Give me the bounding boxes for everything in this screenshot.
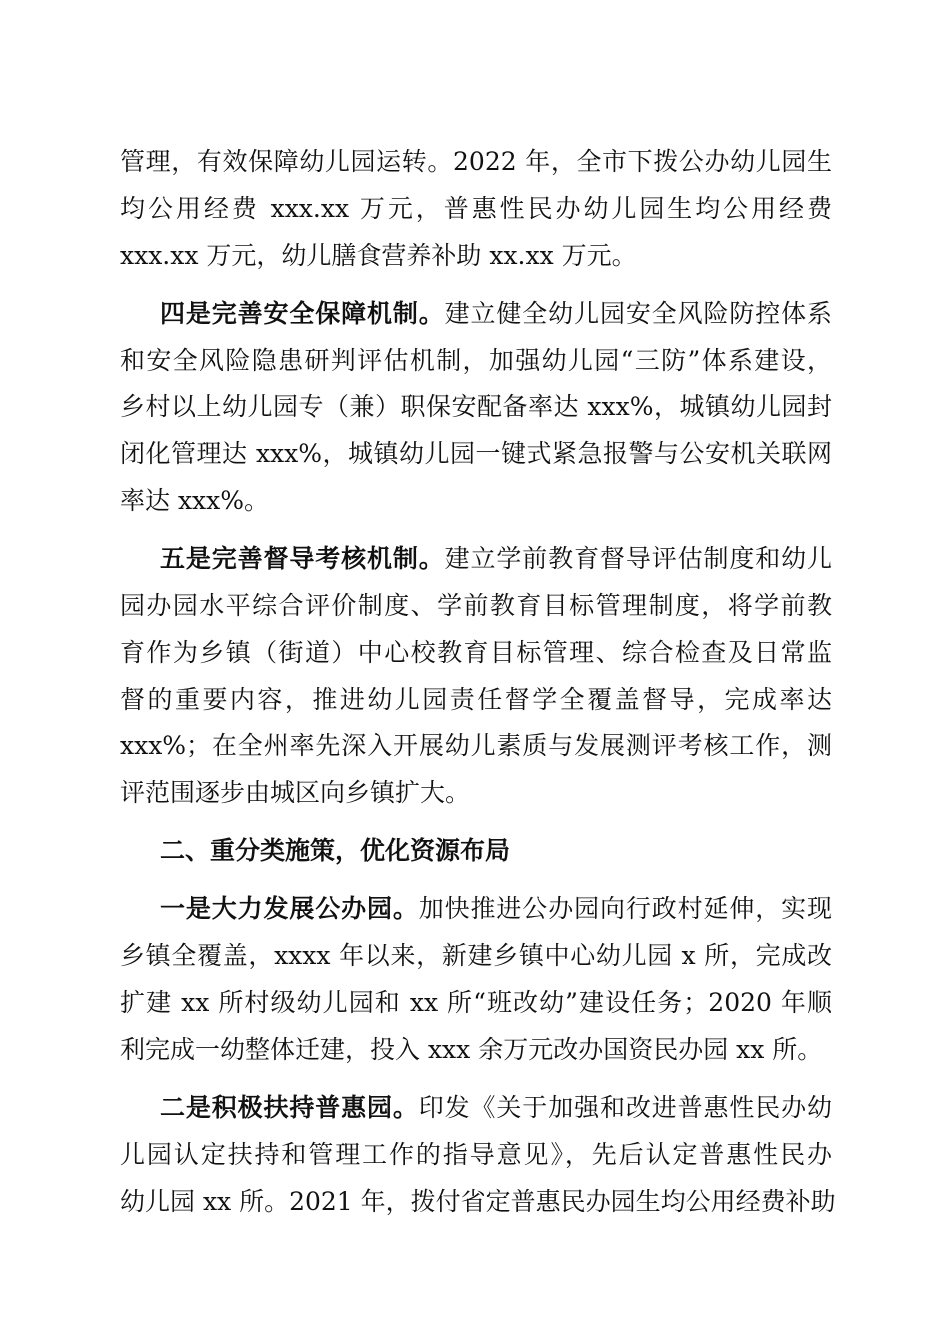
paragraph-lead: 五是完善督导考核机制。 [160, 544, 445, 573]
body-line: 和安全风险隐患研判评估机制，加强幼儿园“三防”体系建设， [120, 346, 832, 375]
body-line: 乡村以上幼儿园专（兼）职保安配备率达 xxx%，城镇幼儿园封 [120, 392, 832, 421]
paragraph-lead: 一是大力发展公办园。 [160, 894, 419, 923]
body-line: 闭化管理达 xxx%，城镇幼儿园一键式紧急报警与公安机关联网 [120, 439, 832, 468]
body-line: 评范围逐步由城区向乡镇扩大。 [120, 778, 471, 807]
body-line: 督的重要内容，推进幼儿园责任督学全覆盖督导，完成率达 [120, 685, 832, 714]
body-line: xxx.xx 万元，幼儿膳食营养补助 xx.xx 万元。 [120, 241, 637, 270]
paragraph-lead-line: 一是大力发展公办园。加快推进公办园向行政村延伸，实现 [160, 894, 832, 923]
paragraph-lead-line: 五是完善督导考核机制。建立学前教育督导评估制度和幼儿 [160, 544, 832, 573]
body-line: 均公用经费 xxx.xx 万元，普惠性民办幼儿园生均公用经费 [120, 194, 832, 223]
body-line: 乡镇全覆盖，xxxx 年以来，新建乡镇中心幼儿园 x 所，完成改 [120, 941, 832, 970]
paragraph-lead: 四是完善安全保障机制。 [160, 299, 445, 328]
section-heading: 二、重分类施策，优化资源布局 [160, 836, 511, 865]
body-line: 园办园水平综合评价制度、学前教育目标管理制度，将学前教 [120, 591, 832, 620]
paragraph-lead-line: 四是完善安全保障机制。建立健全幼儿园安全风险防控体系 [160, 299, 832, 328]
body-line: 管理，有效保障幼儿园运转。2022 年，全市下拨公办幼儿园生 [120, 147, 832, 176]
paragraph-lead: 二是积极扶持普惠园。 [160, 1093, 419, 1122]
body-line: 儿园认定扶持和管理工作的指导意见》，先后认定普惠性民办 [120, 1140, 832, 1169]
body-line: 利完成一幼整体迁建，投入 xxx 余万元改办国资民办园 xx 所。 [120, 1035, 823, 1064]
paragraph-lead-line: 二是积极扶持普惠园。印发《关于加强和改进普惠性民办幼 [160, 1093, 832, 1122]
body-line: xxx%；在全州率先深入开展幼儿素质与发展测评考核工作，测 [120, 731, 832, 760]
body-line: 育作为乡镇（街道）中心校教育目标管理、综合检查及日常监 [120, 638, 832, 667]
body-line: 幼儿园 xx 所。2021 年，拨付省定普惠民办园生均公用经费补助 [120, 1187, 836, 1216]
body-line: 扩建 xx 所村级幼儿园和 xx 所“班改幼”建设任务；2020 年顺 [120, 988, 832, 1017]
body-line: 率达 xxx%。 [120, 486, 269, 515]
